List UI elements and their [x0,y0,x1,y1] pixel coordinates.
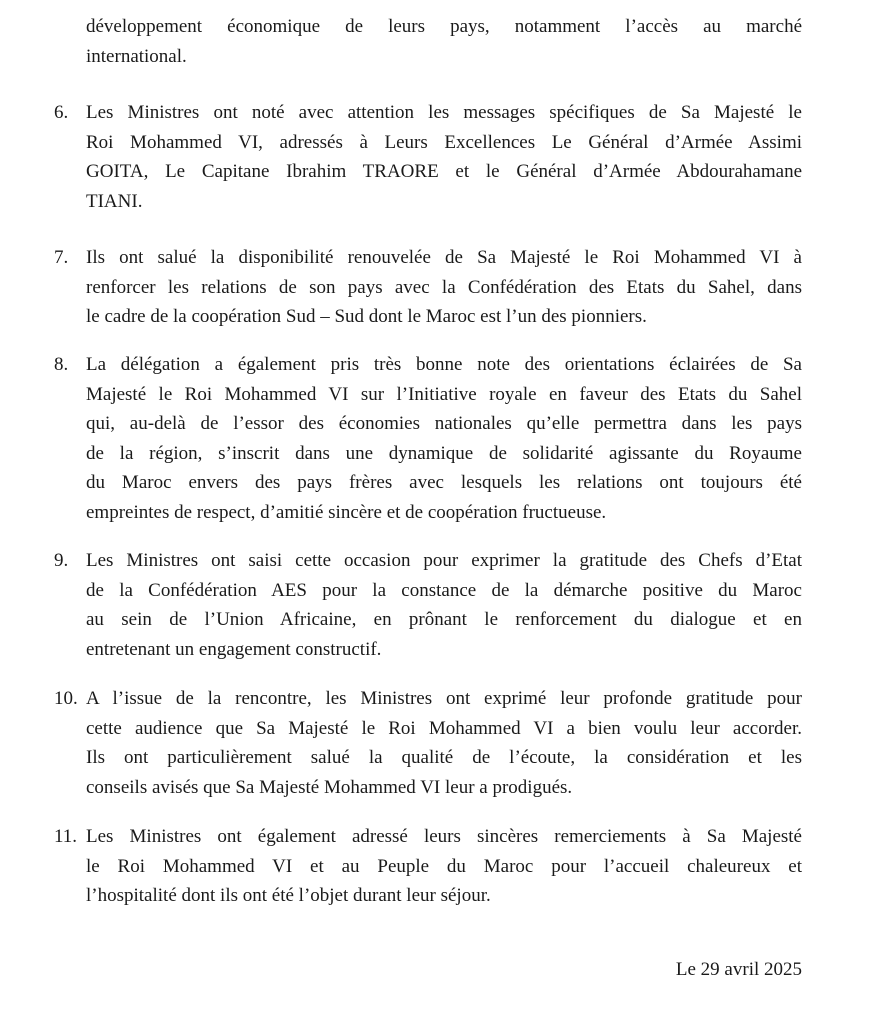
paragraph-body [86,243,802,332]
paragraph-line: empreintes de respect, d’amitié sincère et de coopération fructueuse. [86,501,607,523]
paragraph-body [86,350,802,527]
paragraph-line: Les Ministres ont également adressé leurs sincères remerciements à Sa Majesté [86,826,802,847]
numbered-paragraph-9 [54,546,802,664]
intro-line: international. [86,45,187,67]
paragraph-number: 8. [54,354,69,375]
paragraph-line: entretenant un engagement constructif. [86,638,382,660]
numbered-paragraph-10 [54,684,802,802]
paragraph-line: au sein de l’Union Africaine, en prônant le renforcement du dialogue et en [86,609,802,630]
paragraph-number: 10. [54,688,78,709]
paragraph-line: l’hospitalité dont ils ont été l’objet durant leur séjour. [86,885,491,906]
paragraph-line: renforcer les relations de son pays avec la Confédération des Etats du Sahel, dans [86,276,802,298]
numbered-paragraph-8 [54,350,802,527]
document-date: Le 29 avril 2025 [675,959,802,980]
paragraph-line: A l’issue de la rencontre, les Ministres ont exprimé leur profonde gratitude pour [86,688,802,709]
paragraph-line: le Roi Mohammed VI et au Peuple du Maroc pour l’accueil chaleureux et [86,855,802,877]
paragraph-line: le cadre de la coopération Sud – Sud dont le Maroc est l’un des pionniers. [86,306,647,327]
paragraph-line: Les Ministres ont noté avec attention les messages spécifiques de Sa Majesté le [86,102,802,123]
intro-line: développement économique de leurs pays, notamment l’accès au marché [86,16,802,37]
paragraph-number: 9. [54,550,69,571]
paragraph-line: Majesté le Roi Mohammed VI sur l’Initiative royale en faveur des Etats du Sahel [86,383,802,405]
numbered-paragraph-7 [54,243,802,332]
paragraph-line: Ils ont particulièrement salué la qualité de l’écoute, la considération et les [86,747,802,768]
paragraph-line: TIANI. [86,190,143,212]
paragraph-body [86,822,802,911]
paragraph-line: du Maroc envers des pays frères avec lesquels les relations ont toujours été [86,472,802,493]
paragraph-line: qui, au-delà de l’essor des économies nationales qu’elle permettra dans les pays [86,413,802,434]
intro-paragraph [86,12,802,71]
paragraph-line: La délégation a également pris très bonne note des orientations éclairées de Sa [86,354,802,375]
paragraph-body [86,684,802,802]
paragraph-number: 6. [54,102,69,123]
paragraph-line: de la Confédération AES pour la constance de la démarche positive du Maroc [86,579,802,601]
paragraph-line: Ils ont salué la disponibilité renouvelée de Sa Majesté le Roi Mohammed VI à [86,247,802,268]
paragraph-line: GOITA, Le Capitane Ibrahim TRAORE et le Général d’Armée Abdourahamane [86,161,802,182]
paragraph-line: Roi Mohammed VI, adressés à Leurs Excellences Le Général d’Armée Assimi [86,131,802,153]
paragraph-body [86,98,802,216]
paragraph-number: 7. [54,247,69,268]
paragraph-line: Les Ministres ont saisi cette occasion pour exprimer la gratitude des Chefs d’Etat [86,550,802,571]
paragraph-body [86,546,802,664]
paragraph-line: cette audience que Sa Majesté le Roi Mohammed VI a bien voulu leur accorder. [86,717,802,739]
numbered-paragraph-11 [54,822,802,911]
numbered-paragraph-6 [54,98,802,216]
paragraph-line: de la région, s’inscrit dans une dynamique de solidarité agissante du Royaume [86,442,802,464]
paragraph-number: 11. [54,826,78,847]
paragraph-line: conseils avisés que Sa Majesté Mohammed VI leur a prodigués. [86,776,573,798]
